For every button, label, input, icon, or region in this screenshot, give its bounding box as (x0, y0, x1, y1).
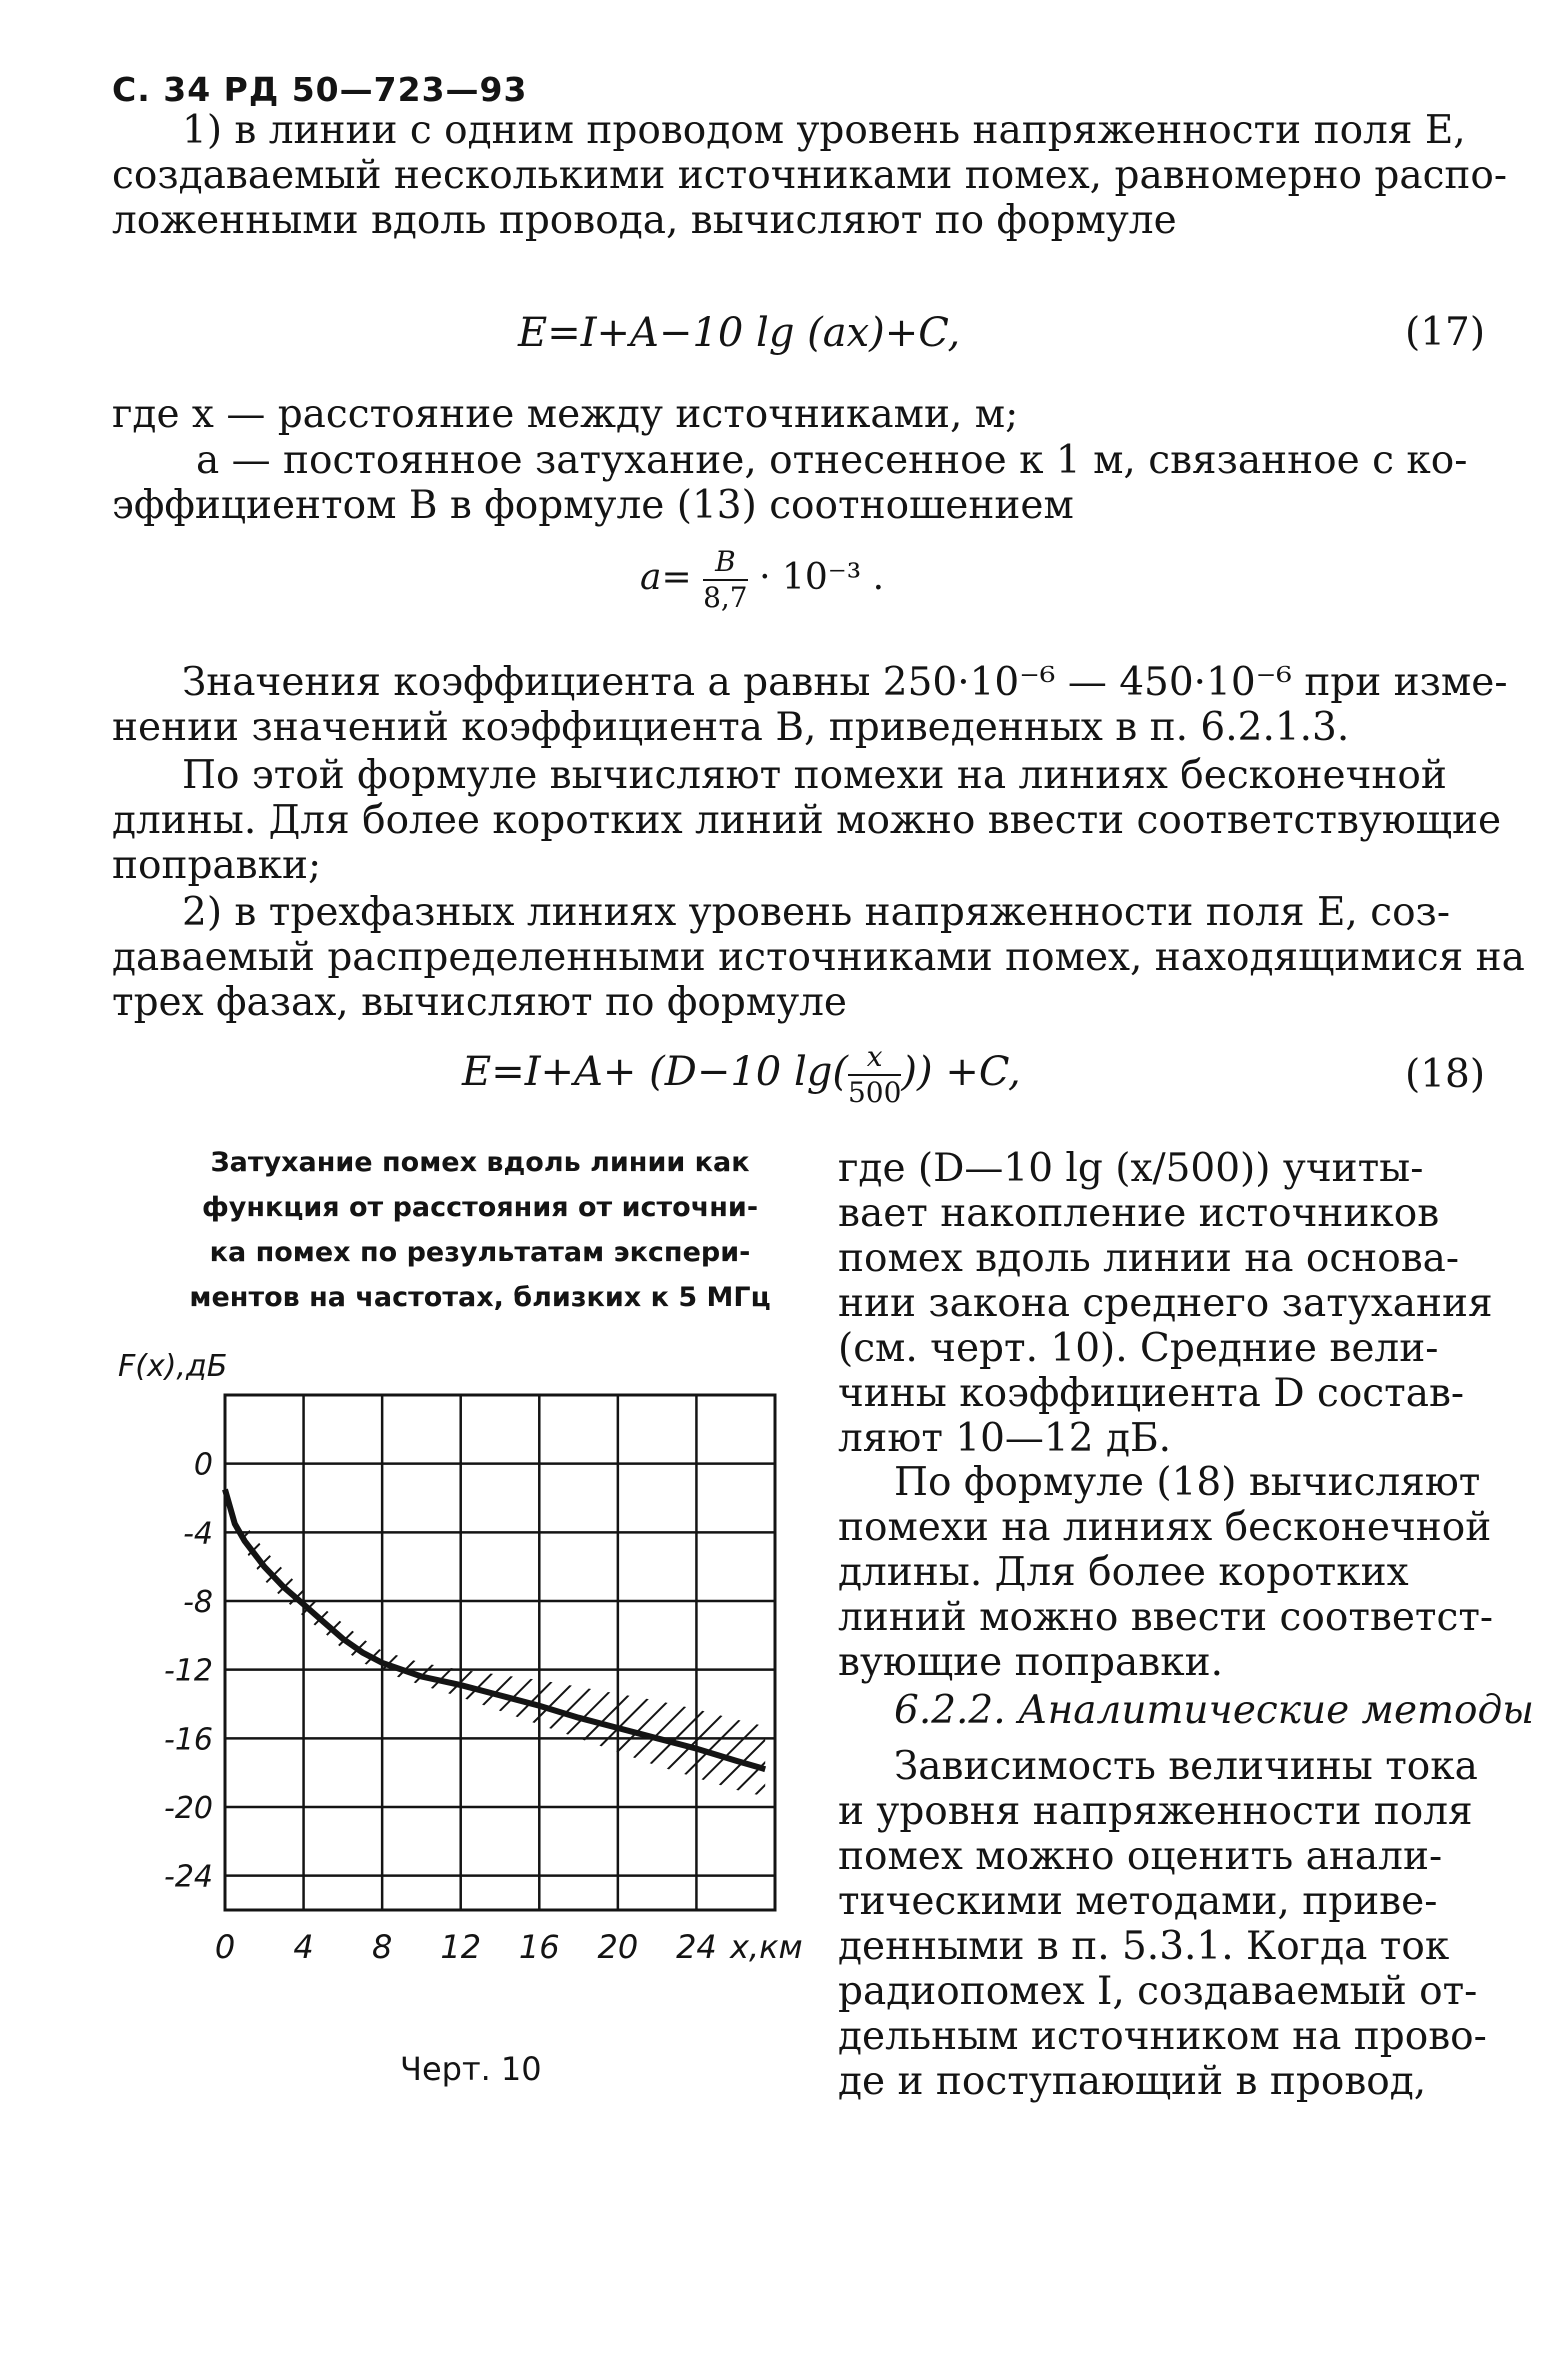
text-line: где x — расстояние между источниками, м; (112, 392, 1019, 437)
formula-a-lhs: a= (640, 557, 692, 598)
formula-18-left: E=I+A+ (D−10 lg( (462, 1049, 848, 1095)
text-line: ложенными вдоль провода, вычисляют по формуле (112, 198, 1177, 243)
formula-18-number: (18) (1405, 1052, 1486, 1097)
y-axis-label: F(x),дБ (118, 1349, 228, 1384)
y-tick-label: -20 (164, 1791, 213, 1826)
attenuation-chart (100, 1340, 820, 1980)
text-line: помех можно оценить анали- (838, 1834, 1443, 1879)
x-tick-labels (215, 1928, 717, 1966)
text-line: 2) в трехфазных линиях уровень напряженности поля E, соз- (182, 890, 1450, 935)
x-axis-label: x,км (730, 1928, 803, 1966)
x-tick-label: 24 (676, 1928, 717, 1966)
uncertainty-band (245, 1524, 766, 1797)
x-tick-label: 8 (371, 1928, 393, 1966)
formula-18-right: )) +C, (901, 1049, 1021, 1095)
formula-17: E=I+A−10 lg (ax)+C, (518, 310, 961, 356)
text-line: длины. Для более коротких (838, 1550, 1409, 1595)
where-x (112, 392, 1490, 437)
section-heading (838, 1688, 1534, 1733)
text-line: длины. Для более коротких линий можно ввести соответствующие (112, 798, 1502, 843)
text-line: линий можно ввести соответст- (838, 1595, 1494, 1640)
formula-a-denominator: 8,7 (703, 581, 748, 614)
text-line: создаваемый несколькими источниками помех, равномерно распо- (112, 153, 1508, 198)
right-column-para-1 (838, 1146, 1493, 1461)
right-column-para-3 (838, 1744, 1490, 2104)
caption-line: ментов на частотах, близких к 5 МГц (189, 1282, 771, 1313)
text-line: поправки; (112, 843, 322, 888)
text-line: денными в п. 5.3.1. Когда ток (838, 1924, 1450, 1969)
y-tick-label: -12 (164, 1653, 213, 1689)
caption-line: Затухание помех вдоль линии как (210, 1147, 750, 1178)
chart-frame (225, 1395, 775, 1910)
formula-a-numerator: B (715, 545, 736, 578)
text-line: нии закона среднего затухания (838, 1281, 1493, 1326)
y-tick-label: -4 (183, 1516, 213, 1552)
text-line: помех вдоль линии на основа- (838, 1236, 1460, 1281)
text-line: где (D—10 lg (x/500)) учиты- (838, 1146, 1424, 1191)
text-line: Значения коэффициента a равны 250·10⁻⁶ — 450·10⁻⁶ при изме- (182, 660, 1508, 705)
text-line: чины коэффициента D состав- (838, 1371, 1465, 1416)
section-title: 6.2.2. Аналитические методы (894, 1688, 1534, 1733)
y-tick-label: -16 (164, 1722, 213, 1758)
caption-line: ка помех по результатам экспери- (209, 1237, 751, 1268)
y-tick-labels (164, 1448, 213, 1895)
figure-label: Черт. 10 (400, 2050, 542, 2088)
text-line: вает накопление источников (838, 1191, 1440, 1236)
x-tick-label: 20 (597, 1928, 639, 1966)
where-a (112, 438, 1490, 528)
formula-17-number: (17) (1405, 310, 1486, 355)
text-line: a — постоянное затухание, отнесенное к 1 м, связанное с ко- (196, 438, 1468, 483)
paragraph-1 (112, 108, 1508, 243)
caption-line: функция от расстояния от источни- (201, 1192, 759, 1223)
text-line: По этой формуле вычисляют помехи на линиях бесконечной (182, 753, 1447, 798)
x-tick-label: 4 (293, 1928, 314, 1966)
chart-grid (225, 1395, 775, 1910)
text-line: де и поступающий в провод, (838, 2059, 1427, 2104)
text-line: ляют 10—12 дБ. (838, 1416, 1172, 1461)
text-line: тическими методами, приве- (838, 1879, 1438, 1924)
right-column-para-2 (838, 1460, 1494, 1685)
formula-a-rhs: · 10⁻³ . (759, 557, 885, 598)
text-line: помехи на линиях бесконечной (838, 1505, 1492, 1550)
paragraph-3 (112, 753, 1502, 888)
text-line: радиопомех I, создаваемый от- (838, 1969, 1478, 2014)
formula-18 (462, 1040, 1021, 1110)
formula-a-fraction (703, 545, 748, 615)
text-line: нении значений коэффициента B, приведенных в п. 6.2.1.3. (112, 705, 1350, 750)
text-line: трех фазах, вычисляют по формуле (112, 980, 848, 1025)
text-line: (см. черт. 10). Средние вели- (838, 1326, 1439, 1371)
text-line: По формуле (18) вычисляют (894, 1460, 1481, 1505)
y-tick-label: -8 (183, 1585, 213, 1620)
text-line: Зависимость величины тока (894, 1744, 1478, 1789)
text-line: даваемый распределенными источниками помех, находящимися на (112, 935, 1525, 980)
formula-a (640, 545, 884, 615)
formula-18-fraction (848, 1040, 901, 1110)
page-header: С. 34 РД 50—723—93 (112, 70, 528, 109)
text-line: и уровня напряженности поля (838, 1789, 1473, 1834)
text-line: дельным источником на прово- (838, 2014, 1487, 2059)
y-tick-label: 0 (193, 1447, 213, 1483)
y-tick-label: -24 (164, 1859, 213, 1895)
paragraph-4 (112, 890, 1525, 1025)
x-tick-label: 12 (440, 1928, 482, 1966)
text-line: эффициентом B в формуле (13) соотношением (112, 483, 1074, 528)
text-line: вующие поправки. (838, 1640, 1223, 1685)
formula-18-denominator: 500 (847, 1076, 902, 1109)
figure-caption (150, 1140, 810, 1320)
x-tick-label: 16 (518, 1928, 560, 1966)
text-line: 1) в линии с одним проводом уровень напряженности поля E, (182, 108, 1466, 153)
paragraph-2 (112, 660, 1508, 750)
formula-18-numerator: x (866, 1040, 883, 1073)
x-tick-label: 0 (214, 1928, 236, 1966)
